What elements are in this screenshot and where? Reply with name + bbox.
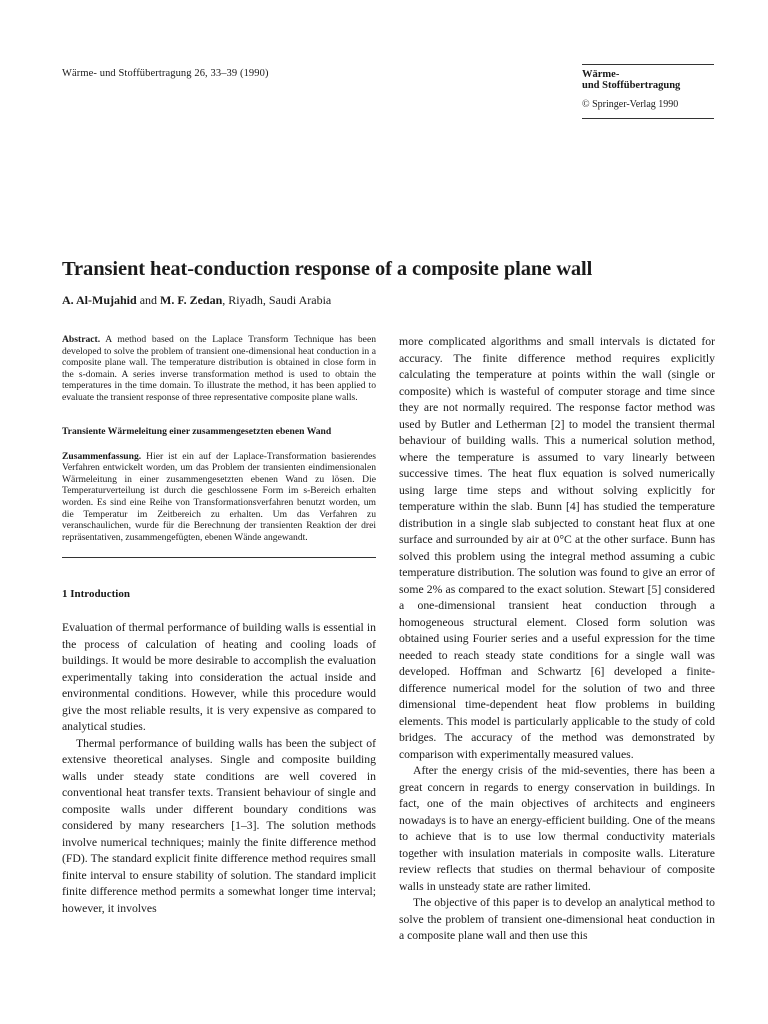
zusammenfassung-lead: Zusammenfassung.: [62, 450, 142, 462]
intro-paragraph-3: more complicated algorithms and small intervals is dictated for accuracy. The finite difference method requires explicitly calculating the temperature at points within the wall (single or composite) which is wasteful of computer storage and time since they are not normally required. The response factor method was used by Butler and Letherman [2] to model the transient thermal behaviour of building walls. This a numerical solution method, where the temperature is assumed to vary linearly between successive times. The heat flux equation is solved numerically using large time steps and without solving explicitly for temperature within the slab. Bunn [4] has studied the temperature distribution in a single slab subjected to constant heat flux at one surface and surrounded by air at 0°C at the other surface. Bunn has solved this problem using the integral method assuming a cubic temperature distribution. The solution was found to give an error of some 2% as compared to the exact solution. Stewart [5] considered a one-dimensional transient heat conduction through a homogeneous structural element. Closed form solution was obtained using Fourier series and a useful expression for the time needed to reach steady state conditions for a single wall was developed. Hoffman and Schwartz [6] developed a finite-difference numerical model for the solution of two and three dimensional time-dependent heat flow problems in building elements. This model is particularly applicable to the study of cold bridges. The accuracy of the method was demonstrated by comparison with experimentally measured values.: [399, 335, 715, 761]
author-2: M. F. Zedan: [160, 293, 223, 307]
author-1: A. Al-Mujahid: [62, 293, 137, 307]
intro-paragraph-4: After the energy crisis of the mid-seventies, there has been a great concern in regards to energy conservation in buildings. In fact, one of the main objectives of architects and engineers nowadays is to have an energy-efficient building. One of the means to achieve that is to use low thermal conductivity materials together with insulation materials in composite walls. Literature review reflects that studies on thermal behaviour of composite walls in unsteady state are rather limited.: [399, 764, 715, 893]
zusammenfassung-text: Hier ist ein auf der Laplace-Transformation basierendes Verfahren entwickelt worden, um das Problem der transienten eindimensionalen Wärmeleitung in einer zusammengesetzten ebenen Wand zu lösen. Die Temperaturverteilung ist durch die geschlossene Form im s-Bereich erhalten worden. Es sind eine Reihe von Transformationsverfahren benutzt worden, um die Temperatur im Zeitbereich zu erhalten. Um das Verfahren zu veranschaulichen, wurde für die Berechnung der transienten Reaktion der drei repräsentativen, zusammengefügten, ebenen Wände angewandt.: [62, 450, 376, 543]
article-title: Transient heat-conduction response of a composite plane wall: [62, 258, 593, 280]
masthead-top-rule: [582, 64, 714, 65]
author-affiliation: , Riyadh, Saudi Arabia: [222, 293, 332, 307]
abstract-lead: Abstract.: [62, 334, 101, 345]
left-column: [62, 334, 376, 917]
author-conjunction: and: [136, 293, 161, 307]
abstract-divider: [62, 557, 376, 558]
right-column: [399, 334, 715, 945]
zusammenfassung: [62, 451, 376, 544]
abstract: [62, 334, 376, 404]
intro-paragraph-2: Thermal performance of building walls has been the subject of extensive theoretical analyses. Single and composite building walls under steady state conditions are well covered in conventional heat transfer texts. Transient behaviour of single and composite walls under different boundary conditions was considered by many researchers [1–3]. The solution methods involve numerical techniques; mainly the finite difference method (FD). The standard explicit finite difference method requires small finite interval to ensure stability of solution. The standard implicit finite difference method permits a somewhat longer time interval; however, it involves: [62, 736, 376, 915]
journal-reference: Wärme- und Stoffübertragung 26, 33–39 (1990): [62, 68, 269, 79]
journal-name-line2: und Stoffübertragung: [582, 80, 681, 91]
journal-name: [582, 69, 714, 91]
section-heading-introduction: 1 Introduction: [62, 588, 130, 601]
journal-masthead: [582, 64, 714, 119]
copyright-notice: © Springer-Verlag 1990: [582, 99, 679, 110]
author-line: [62, 293, 331, 308]
german-title: Transiente Wärmeleitung einer zusammengesetzten ebenen Wand: [62, 425, 332, 437]
abstract-text: A method based on the Laplace Transform Technique has been developed to solve the problem of transient one-dimensional heat conduction in a composite plane wall. The temperature distribution is obtained in close form in the s-domain. A series inverse transformation method is used to obtain the temperatures in the time domain. To illustrate the method, it has been applied to evaluate the transient response of three representative composite plane walls.: [62, 334, 376, 403]
intro-paragraph-5: The objective of this paper is to develop an analytical method to solve the problem of transient one-dimensional heat conduction in a composite plane wall and then use this: [399, 896, 715, 942]
journal-name-line1: Wärme-: [582, 69, 620, 80]
masthead-bottom-rule: [582, 118, 714, 119]
intro-paragraph-1: Evaluation of thermal performance of building walls is essential in the process of calculation of heating and cooling loads of buildings. It would be more desirable to accomplish the evaluation experimentally taking into consideration the actual inside and environmental conditions. However, while this procedure would give the most reliable results, it is very expensive as compared to analytical studies.: [62, 621, 376, 734]
